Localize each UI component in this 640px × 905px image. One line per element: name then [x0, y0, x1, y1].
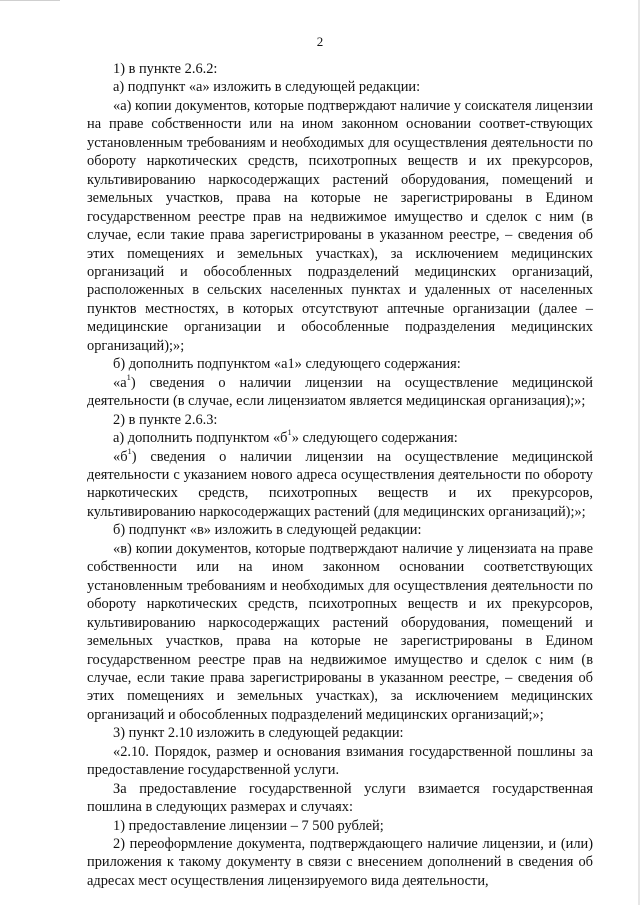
paragraph-b1-text — [87, 445, 593, 522]
page-number: 2 — [316, 34, 324, 49]
scan-margin-mark — [0, 0, 60, 1]
paragraph-b1-intro — [87, 429, 593, 447]
a1-body: ) сведения о наличии лицензии на осуществление медицинской деятельности (в случае, если лицензиатом является медицинская организация);»; — [87, 374, 593, 410]
paragraph-fee-intro: За предоставление государственной услуги взимается государственная пошлина в следующих размерах и случаях: — [87, 780, 593, 816]
paragraph-subitem-a: а) подпункт «а» изложить в следующей редакции: — [113, 79, 421, 96]
b1-intro-superscript: 1 — [287, 427, 292, 438]
paragraph-item-1: 1) в пункте 2.6.2: — [113, 61, 218, 77]
paragraph-fee-2: 2) переоформление документа, подтверждающего наличие лицензии, и (или) приложения к такому документу в связи с внесением дополнений в сведения об адресах мест осуществления лицензируемого вида деятельности, — [87, 836, 593, 889]
document-body — [87, 60, 593, 890]
b1-intro-suffix: » следующего содержания: — [291, 430, 458, 447]
paragraph-a1-text — [87, 371, 593, 411]
b1-prefix: «б — [113, 448, 128, 465]
a1-superscript: 1 — [126, 371, 131, 382]
paragraph-subitem-v: б) подпункт «в» изложить в следующей редакции: — [113, 522, 422, 539]
paragraph-subitem-v-text: «в) копии документов, которые подтверждают наличие у лицензиата на праве собственности или на ином законном основании соответствующих установленным требованиям и необходимых для осуществления деятельности по обороту наркотических средств, психотропных веществ и их прекурсоров, культивированию наркосодержащих растений оборудования, помещений и земельных участков, права на которые не зарегистрированы в Едином государственном реестре прав на недвижимое имущество и сделок с ним (в случае, если такие права зарегистрированы в указанном реестре, – сведения об этих помещениях и земельных участках), за исключением медицинских организаций и обособленных подразделений медицинских организаций;»; — [87, 540, 593, 723]
b1-body: ) сведения о наличии лицензии на осуществление медицинской деятельности с указанием нового адреса осуществления деятельности по обороту наркотических средств, психотропных веществ и их прекурсоров, культивированию наркосодержащих растений (для медицинских организаций);»; — [87, 448, 593, 520]
a1-prefix: «а — [113, 374, 127, 391]
paragraph-subitem-b: б) дополнить подпунктом «а1» следующего содержания: — [113, 356, 461, 373]
paragraph-fee-1: 1) предоставление лицензии – 7 500 рублей; — [113, 817, 384, 834]
paragraph-2-10-title: «2.10. Порядок, размер и основания взимания государственной пошлины за предоставление государственной услуги. — [87, 743, 593, 779]
paragraph-item-2: 2) в пункте 2.6.3: — [113, 411, 218, 428]
b1-intro-prefix: а) дополнить подпунктом «б — [113, 430, 288, 447]
paragraph-subitem-a-text: «а) копии документов, которые подтверждают наличие у соискателя лицензии на праве собственности или на ином законном основании соответ-ствующих установленным требованиям и необходимых для осуществления деятельности по обороту наркотических средств, психотропных веществ и их прекурсоров, культивированию наркосодержащих растений оборудования, помещений и земельных участков, права на которые не зарегистрированы в Едином государственном реестре прав на недвижимое имущество и сделок с ним (в случае, если такие права зарегистрированы в указанном реестре, – сведения об этих помещениях и земельных участках), за исключением медицинских организаций и обособленных подразделений медицинских организаций, расположенных в сельских населенных пунктах и удаленных от населенных пунктов местностях, в которых отсутствуют аптечные организации (далее – медицинские организации и обособленные подразделения медицинских организаций);»; — [87, 97, 593, 354]
paragraph-item-3: 3) пункт 2.10 изложить в следующей редакции: — [113, 725, 404, 742]
b1-superscript: 1 — [127, 445, 132, 456]
